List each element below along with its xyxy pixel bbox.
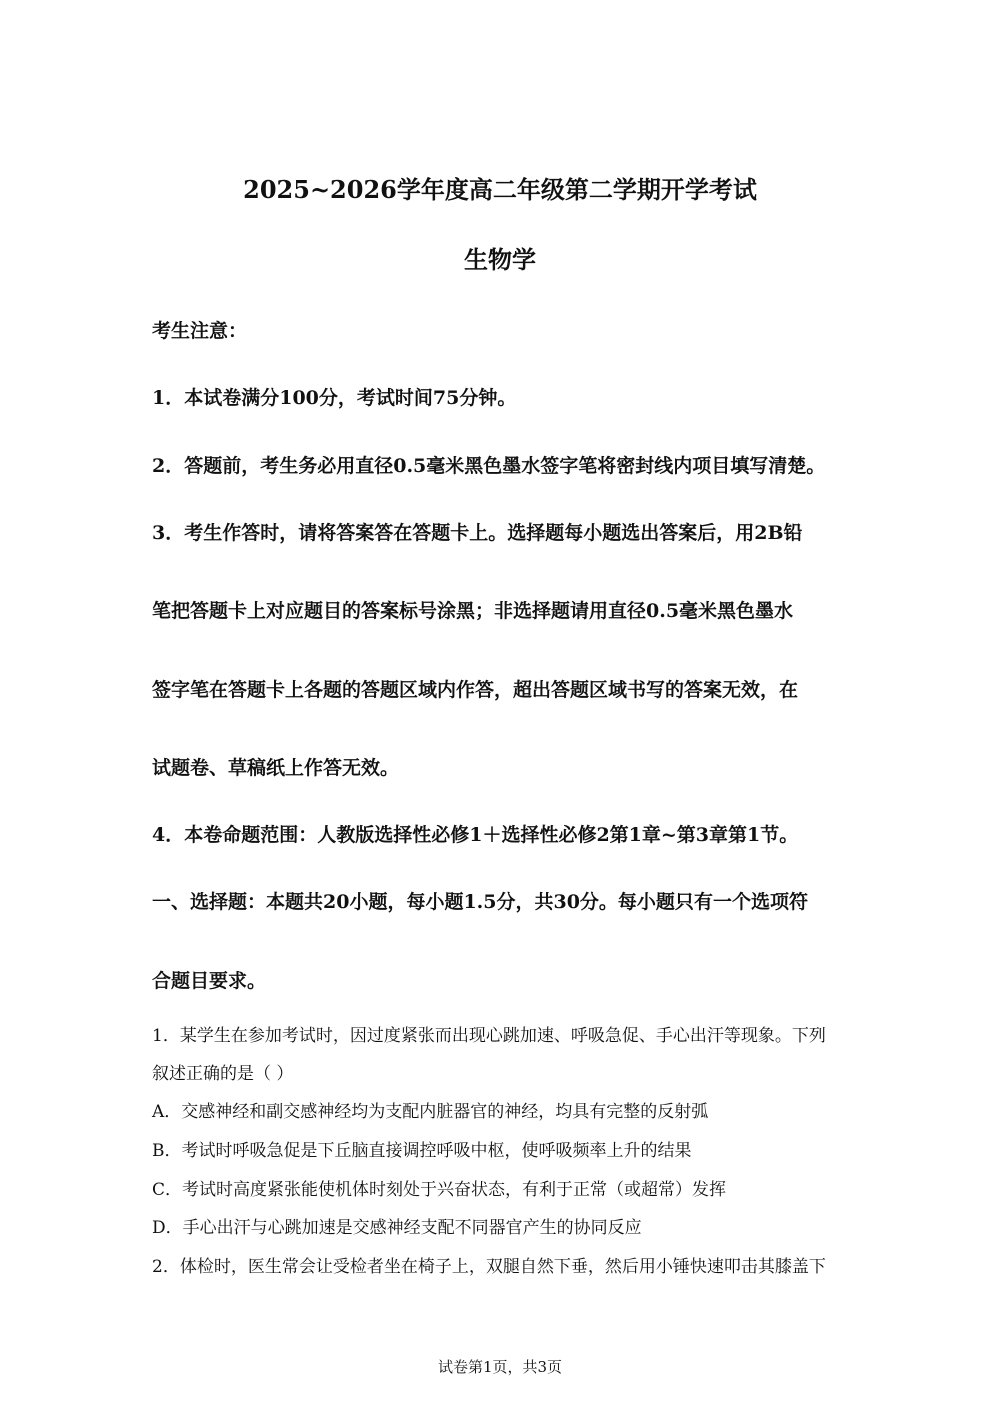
- question-1-option-b: B．考试时呼吸急促是下丘脑直接调控呼吸中枢，使呼吸频率上升的结果: [152, 1141, 692, 1161]
- notice-item: 1．本试卷满分100分，考试时间75分钟。: [152, 387, 517, 409]
- section-heading-continued: 合题目要求。: [152, 970, 267, 992]
- question-1-stem-continued: 叙述正确的是（ ）: [152, 1064, 294, 1084]
- question-1-option-c: C．考试时高度紧张能使机体时刻处于兴奋状态，有利于正常（或超常）发挥: [152, 1180, 727, 1200]
- notice-item: 签字笔在答题卡上各题的答题区域内作答，超出答题区域书写的答案无效，在: [152, 679, 799, 701]
- subject-title: 生物学: [464, 245, 536, 274]
- notice-heading: 考生注意：: [152, 320, 248, 342]
- page-footer: 试卷第1页，共3页: [437, 1358, 563, 1376]
- question-2-stem: 2．体检时，医生常会让受检者坐在椅子上，双腿自然下垂，然后用小锤快速叩击其膝盖下: [152, 1257, 826, 1277]
- exam-title: 2025~2026学年度高二年级第二学期开学考试: [243, 175, 757, 204]
- notice-item: 4．本卷命题范围：人教版选择性必修1＋选择性必修2第1章~第3章第1节。: [152, 824, 799, 846]
- notice-item: 试题卷、草稿纸上作答无效。: [152, 757, 400, 779]
- question-1-stem: 1．某学生在参加考试时，因过度紧张而出现心跳加速、呼吸急促、手心出汗等现象。下列: [152, 1026, 826, 1046]
- notice-item: 3．考生作答时，请将答案答在答题卡上。选择题每小题选出答案后，用2B铅: [152, 522, 803, 544]
- question-1-option-d: D．手心出汗与心跳加速是交感神经支配不同器官产生的协同反应: [152, 1218, 642, 1238]
- notice-item: 笔把答题卡上对应题目的答案标号涂黑；非选择题请用直径0.5毫米黑色墨水: [152, 600, 794, 622]
- section-heading: 一、选择题：本题共20小题，每小题1.5分，共30分。每小题只有一个选项符: [152, 891, 808, 913]
- question-1-option-a: A．交感神经和副交感神经均为支配内脏器官的神经，均具有完整的反射弧: [152, 1102, 709, 1122]
- notice-item: 2．答题前，考生务必用直径0.5毫米黑色墨水签字笔将密封线内项目填写清楚。: [152, 455, 826, 477]
